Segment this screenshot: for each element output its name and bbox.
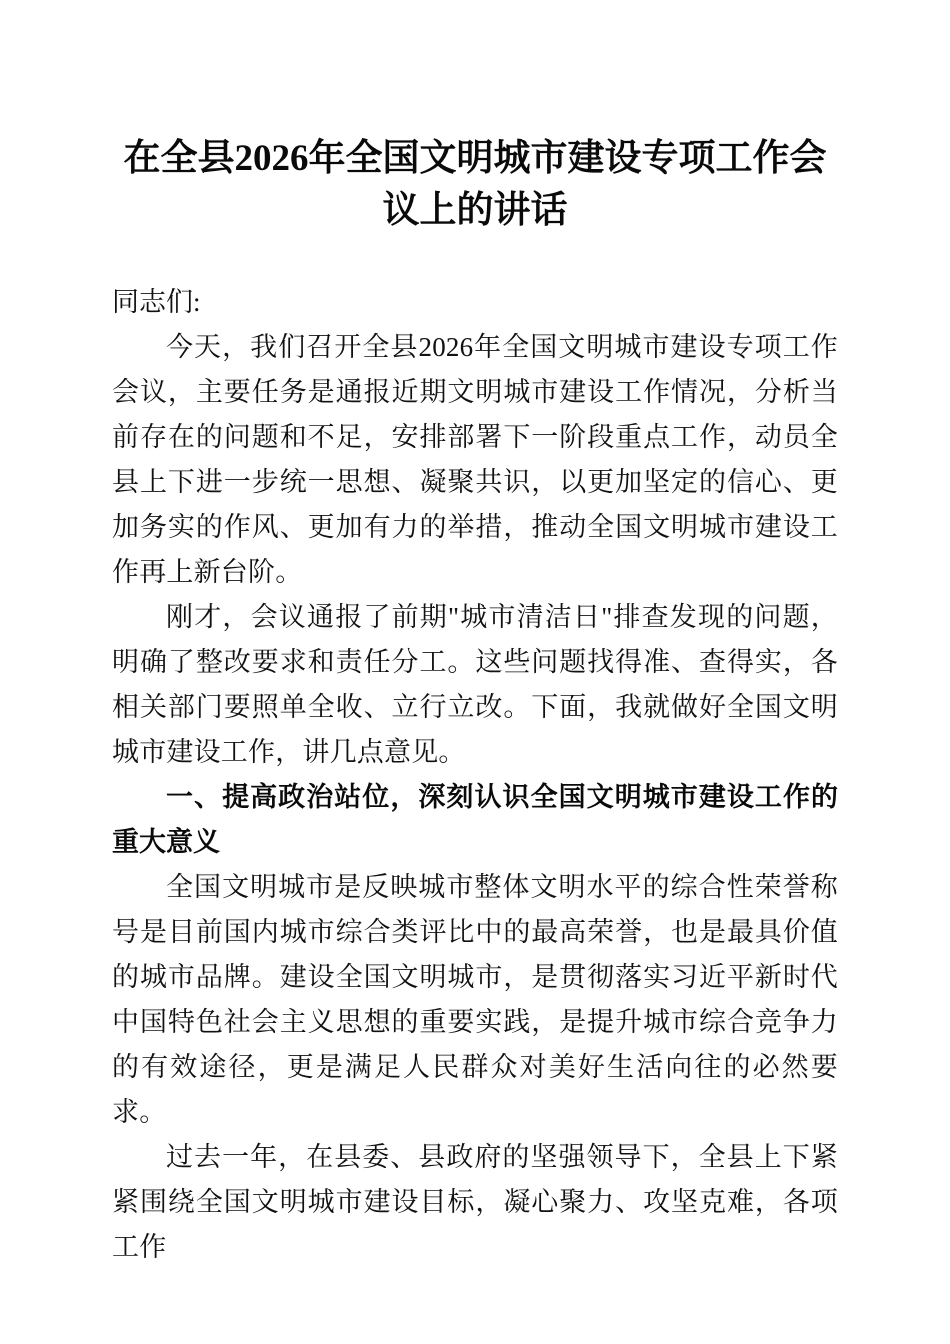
document-text-column [112, 0, 838, 1270]
paragraph-opening-remarks: 今天，我们召开全县2026年全国文明城市建设专项工作会议，主要任务是通报近期文明城市建设工作情况，分析当前存在的问题和不足，安排部署下一阶段重点工作，动员全县上下进一步统一思想、凝聚共识，以更加坚定的信心、更加务实的作风、更加有力的举措，推动全国文明城市建设工作再上新台阶。 [112, 332, 838, 587]
paragraph-inspection-report: 刚才，会议通报了前期"城市清洁日"排查发现的问题，明确了整改要求和责任分工。这些问题找得准、查得实，各相关部门要照单全收、立行立改。下面，我就做好全国文明城市建设工作，讲几点意见。 [112, 602, 838, 767]
page-title: 在全县2026年全国文明城市建设专项工作会议上的讲话 [123, 138, 827, 231]
paragraph-past-year-review: 过去一年，在县委、县政府的坚强领导下，全县上下紧紧围绕全国文明城市建设目标，凝心聚力、攻坚克难，各项工作 [112, 1142, 838, 1262]
paragraph-significance: 全国文明城市是反映城市整体文明水平的综合性荣誉称号是目前国内城市综合类评比中的最高荣誉，也是最具价值的城市品牌。建设全国文明城市，是贯彻落实习近平新时代中国特色社会主义思想的重要实践，是提升城市综合竞争力的有效途径，更是满足人民群众对美好生活向往的必然要求。 [112, 872, 838, 1127]
salutation: 同志们: [112, 287, 201, 317]
section-heading-one: 一、提高政治站位，深刻认识全国文明城市建设工作的重大意义 [112, 782, 838, 857]
